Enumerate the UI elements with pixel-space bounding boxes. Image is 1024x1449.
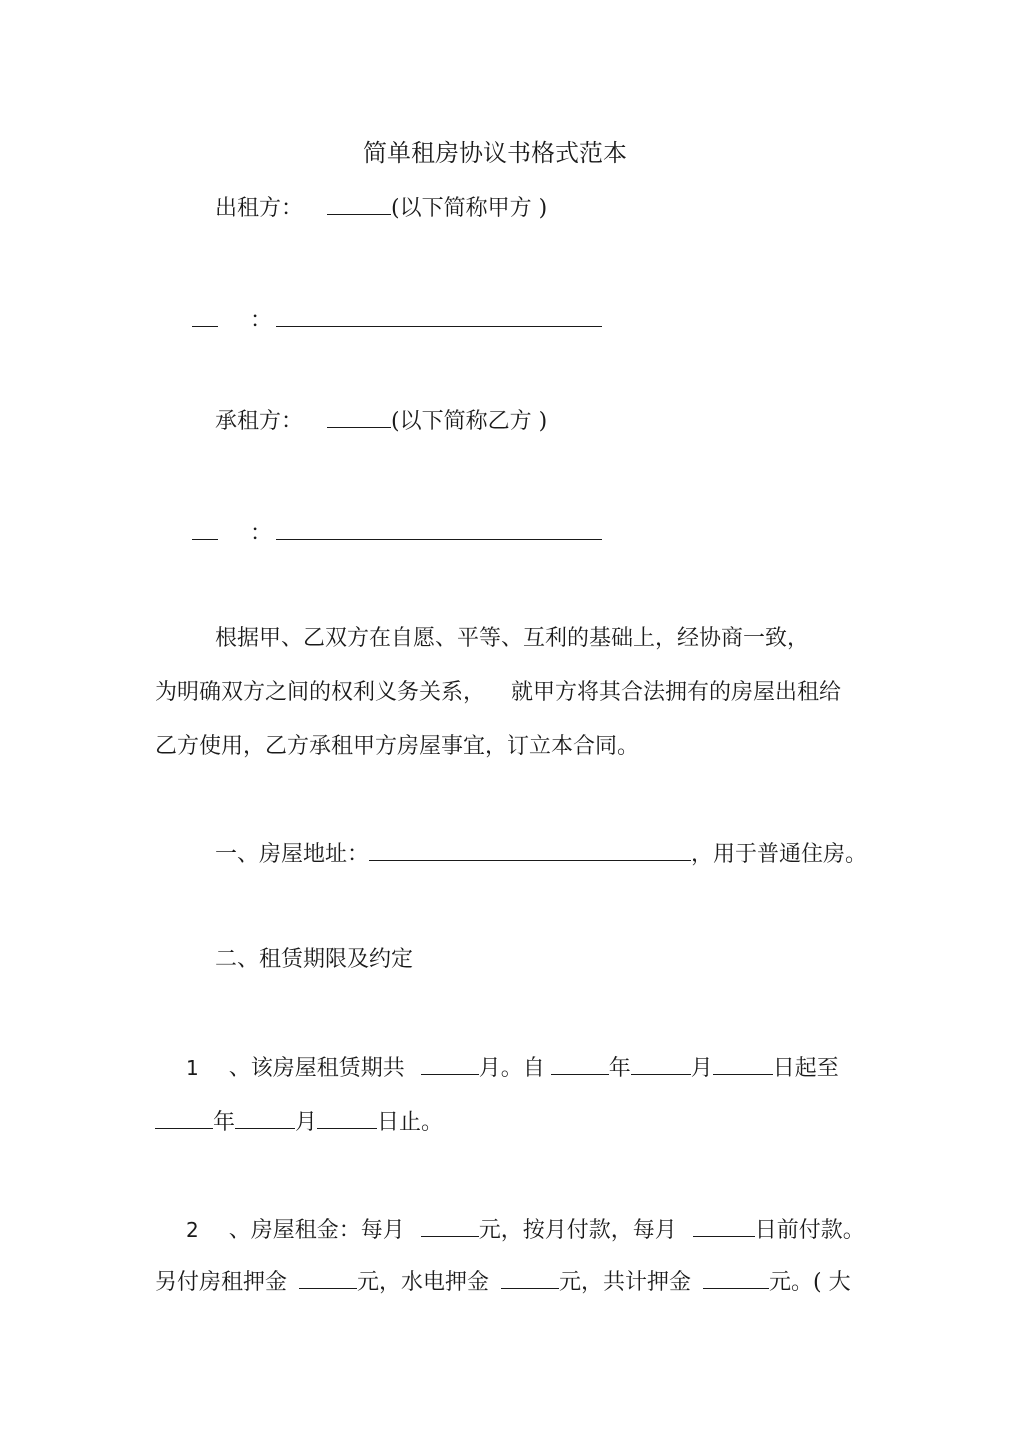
utility-deposit-blank	[501, 1268, 559, 1289]
start-year-blank	[551, 1054, 609, 1075]
item2-yuan3: 元，共计押金	[559, 1270, 692, 1295]
lessee-line	[215, 407, 547, 437]
lessee-id-line	[192, 519, 602, 549]
term-months-blank	[421, 1054, 479, 1075]
lessee-name-blank	[327, 407, 391, 428]
section1-address-line	[215, 840, 867, 870]
item2-day-pay: 日前付款。	[754, 1218, 865, 1243]
total-deposit-blank	[703, 1268, 769, 1289]
intro-line-1: 根据甲、乙双方在自愿、平等、互利的基础上，经协商一致，	[215, 626, 810, 651]
item1-month: 月。自	[478, 1056, 545, 1081]
lessor-line	[215, 194, 547, 224]
start-month-blank	[631, 1054, 691, 1075]
lessee-id-blank	[276, 519, 602, 540]
item2-yuan: 元，按月付款，每月	[478, 1218, 677, 1243]
item1-day-to: 日止。	[377, 1110, 444, 1135]
intro-line-2b: 就甲方将其合法拥有的房屋出租给	[511, 680, 842, 705]
item1-line-2	[155, 1108, 443, 1138]
item2-line-1	[186, 1215, 865, 1246]
pay-day-blank	[693, 1216, 755, 1237]
lessor-id-line	[192, 306, 602, 336]
section1-label: 一、房屋地址：	[215, 842, 370, 867]
intro-line-2a: 为明确双方之间的权利义务关系，	[155, 680, 486, 705]
item2-deposit: 另付房租押金	[155, 1270, 288, 1295]
item1-number: 1	[186, 1056, 199, 1080]
lessor-label: 出租方：	[215, 196, 304, 221]
start-day-blank	[713, 1054, 773, 1075]
end-day-blank	[317, 1108, 377, 1129]
item1-text: 、该房屋租赁期共	[228, 1056, 405, 1081]
lessor-id-blank	[276, 306, 602, 327]
lessor-suffix: (以下简称甲方 )	[391, 196, 548, 221]
item1-month3: 月	[295, 1110, 318, 1135]
item2-yuan4: 元。( 大	[769, 1270, 851, 1295]
item1-year: 年	[608, 1056, 631, 1081]
lessee-label: 承租方：	[215, 409, 304, 434]
item1-day-from: 日起至	[772, 1056, 839, 1081]
lessee-id-label-blank	[192, 519, 218, 540]
colon: ：	[250, 521, 273, 546]
end-year-blank	[155, 1108, 213, 1129]
item1-month2: 月	[690, 1056, 713, 1081]
intro-line-3: 乙方使用，乙方承租甲方房屋事宜，订立本合同。	[155, 734, 640, 759]
end-month-blank	[235, 1108, 295, 1129]
item1-line-1	[186, 1053, 839, 1084]
section1-suffix: ，用于普通住房。	[691, 842, 868, 867]
lessor-name-blank	[327, 194, 391, 215]
page-title: 简单租房协议书格式范本	[363, 139, 627, 167]
intro-line-2	[155, 678, 841, 708]
item2-line-2	[155, 1268, 851, 1298]
address-blank	[369, 840, 691, 861]
item1-year2: 年	[213, 1110, 236, 1135]
monthly-rent-blank	[421, 1216, 479, 1237]
lessee-suffix: (以下简称乙方 )	[391, 409, 548, 434]
section2-heading: 二、租赁期限及约定	[215, 947, 414, 972]
colon: ：	[250, 308, 273, 333]
item2-number: 2	[186, 1218, 199, 1242]
lessor-id-label-blank	[192, 306, 218, 327]
item2-yuan2: 元，水电押金	[357, 1270, 490, 1295]
item2-text: 、房屋租金：每月	[228, 1218, 405, 1243]
rent-deposit-blank	[299, 1268, 357, 1289]
